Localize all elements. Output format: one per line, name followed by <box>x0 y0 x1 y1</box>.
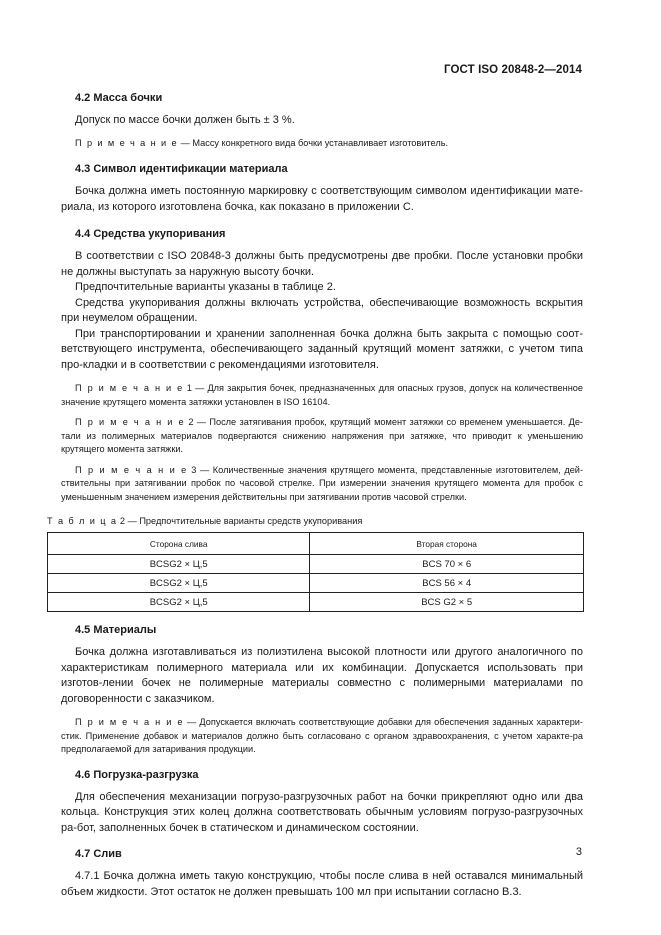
note-text: — Допускается включать соответствующие добавки для обеспечения заданных характери-стик. Применение добавок и материалов должно быть согласовано с органом здравоохранения, с учетом характе-ра предполагаемой для затаривания продукции. <box>61 717 583 754</box>
section-4-7-1-paragraph: 4.7.1 Бочка должна иметь такую конструкцию, чтобы после слива в ней оставался минимальный объем жидкости. Этот остаток не должен превышать 100 мл при испытании согласно В.3. <box>61 870 583 898</box>
section-4-6-paragraph: Для обеспечения механизации погрузо-разгрузочных работ на бочки прикрепляют одно или два кольца. Конструкция этих колец должна соответствовать обычным условиям погрузо-разгрузочных ра-бот, заполненных бочек в статическом и динамическом состоянии. <box>61 790 583 834</box>
table-2-caption <box>47 516 583 526</box>
note-text: 3 — Количественные значения крутящего момента, представленные изготовителем, дей-ствительны при затягивании пробок по часовой стрелке. При измерении значения крутящего момента для пробок с уменьшенным значением измерения действительны при затягивании против часовой стрелки. <box>61 464 584 502</box>
table-cell: BCSG2 × Ц,5 <box>48 555 310 574</box>
document-header: ГОСТ ISO 20848-2—2014 <box>444 64 582 76</box>
section-4-4-title: 4.4 Средства укупоривания <box>75 228 226 240</box>
table-row <box>48 555 584 574</box>
note-text: 2 — После затягивания пробок, крутящий момент затяжки со временем уменьшается. Де-тали из полимерных материалов подвергаются снижению напряжения при затяжке, что приводит к уменьшению крутящего момента затяжки. <box>61 417 583 454</box>
page-content <box>47 92 584 900</box>
table-row <box>48 593 584 612</box>
section-4-7-title: 4.7 Слив <box>75 848 122 860</box>
section-4-4-note-2 <box>61 416 583 457</box>
section-4-3-paragraph: Бочка должна иметь постоянную маркировку с соответствующим символом идентификации мате-риала, из которого изготовлена бочка, как показано в приложении С. <box>61 185 583 213</box>
table-header-cell: Сторона слива <box>48 533 310 555</box>
section-4-2-paragraph: Допуск по массе бочки должен быть ± 3 %. <box>75 114 295 126</box>
table-cell: BCS 70 × 6 <box>310 555 584 574</box>
section-4-5-note <box>61 716 583 757</box>
table-header-row <box>48 533 584 555</box>
table-cell: BCSG2 × Ц,5 <box>48 593 310 612</box>
table-cell: BCS G2 × 5 <box>310 593 584 612</box>
page-number: 3 <box>575 846 582 858</box>
section-4-4-paragraph-3: Средства укупоривания должны включать устройства, обеспечивающие возможность вскрытия при неумелом обращении. <box>61 296 583 324</box>
closures-table <box>47 532 584 612</box>
table-caption-text: 2 — Предпочтительные варианты средств укупоривания <box>117 516 363 526</box>
section-4-2-note <box>61 137 583 151</box>
section-4-2-title: 4.2 Масса бочки <box>75 92 163 104</box>
section-4-5-paragraph: Бочка должна изготавливаться из полиэтилена высокой плотности или другого аналогичного по характеристикам полимерного материала или их комбинации. Допускается использовать при изготов-лении бочек не полимерные материалы совместно с полимерными материалами по договоренности с заказчиком. <box>61 646 583 705</box>
note-label: П р и м е ч а н и е <box>75 717 184 727</box>
section-4-3-title: 4.3 Символ идентификации материала <box>75 163 288 175</box>
table-header-cell: Вторая сторона <box>310 533 584 555</box>
note-label: П р и м е ч а н и е <box>75 383 184 393</box>
section-4-5-title: 4.5 Материалы <box>75 624 157 636</box>
note-label: П р и м е ч а н и е <box>75 464 188 475</box>
table-caption-label: Т а б л и ц а <box>47 516 118 526</box>
table-row <box>48 574 584 593</box>
table-cell: BCSG2 × Ц,5 <box>48 574 310 593</box>
table-cell: BCS 56 × 4 <box>310 574 584 593</box>
section-4-4-paragraph-4: При транспортировании и хранении заполненная бочка должна быть закрыта с помощью соот-ветствующего инструмента, обеспечивающего заданный крутящий момент затяжки, с учетом типа про-кладки и в соответствии с рекомендациями изготовителя. <box>61 327 583 371</box>
section-4-4-note-1 <box>61 382 583 409</box>
note-label: П р и м е ч а н и е <box>75 417 186 427</box>
section-4-4-paragraph-2: Предпочтительные варианты указаны в таблице 2. <box>75 281 336 293</box>
note-text: — Массу конкретного вида бочки устанавливает изготовитель. <box>178 137 449 148</box>
note-text: 1 — Для закрытия бочек, предназначенных для опасных грузов, допуск на количественное значение крутящего момента затяжки установлен в ISO 16104. <box>61 383 583 407</box>
section-4-6-title: 4.6 Погрузка-разгрузка <box>75 768 199 781</box>
note-label: П р и м е ч а н и е <box>75 137 179 148</box>
section-4-4-paragraph-1: В соответствии с ISO 20848-3 должны быть предусмотрены две пробки. После установки пробки не должны выступать за наружную высоту бочки. <box>61 250 583 278</box>
section-4-4-note-3 <box>61 464 583 505</box>
